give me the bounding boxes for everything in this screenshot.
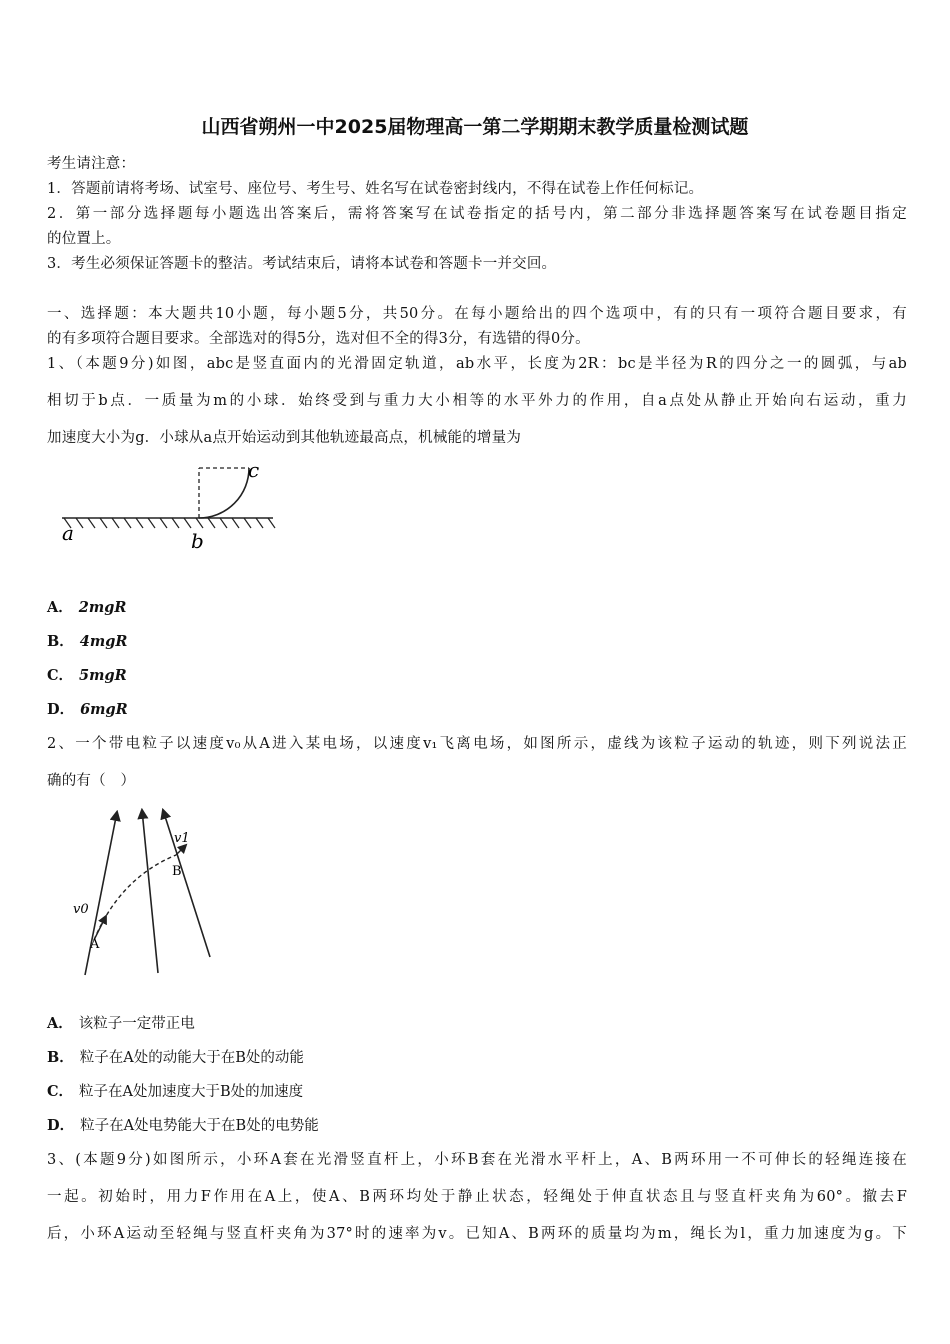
ground-hatching — [64, 518, 275, 528]
option-b[interactable] — [47, 1046, 304, 1067]
label-v0: v0 — [73, 902, 89, 917]
option-value: 粒子在A处加速度大于B处的加速度 — [79, 1084, 304, 1100]
question-1-figure — [40, 455, 290, 555]
label-A: A — [90, 937, 100, 952]
option-b[interactable] — [47, 630, 127, 651]
notice-item: 3．考生必须保证答题卡的整洁。考试结束后，请将本试卷和答题卡一并交回。 — [47, 256, 557, 272]
option-value: 4mgR — [79, 633, 128, 650]
option-label: C． — [47, 1083, 74, 1100]
section-instructions: 的有多项符合题目要求。全部选对的得5分，选对但不全的得3分，有选错的得0分。 — [47, 331, 590, 347]
option-label: A． — [47, 599, 73, 616]
option-label: B． — [47, 633, 74, 650]
option-value: 6mgR — [80, 701, 128, 718]
notice-item: 1．答题前请将考场、试室号、座位号、考生号、姓名写在试卷密封线内，不得在试卷上作任何标记。 — [47, 181, 704, 197]
page-title: 山西省朔州一中2025届物理高一第二学期期末教学质量检测试题 — [201, 116, 749, 138]
option-label: A． — [47, 1015, 73, 1032]
notice-item: 的位置上。 — [47, 231, 121, 247]
question-2-figure — [60, 800, 230, 980]
section-instructions: 一、选择题：本大题共10小题，每小题5分，共50分。在每小题给出的四个选项中，有的只有一项符合题目要求，有 — [47, 306, 907, 322]
question-3-text: 3、(本题9分)如图所示，小环A套在光滑竖直杆上，小环B套在光滑水平杆上，A、B两环用一不可伸长的轻绳连接在 — [47, 1152, 907, 1168]
question-1-text: 1、（本题9分)如图，abc是竖直面内的光滑固定轨道，ab水平，长度为2R：bc是半径为R的四分之一的圆弧，与ab — [47, 356, 907, 372]
label-v1: v1 — [174, 831, 190, 846]
option-label: D． — [47, 1117, 75, 1134]
option-c[interactable] — [47, 664, 127, 685]
arc-track — [199, 468, 249, 518]
option-d[interactable] — [47, 698, 128, 719]
option-c[interactable] — [47, 1080, 303, 1101]
field-line-middle — [142, 810, 158, 973]
question-2-text: 确的有（ ） — [47, 773, 136, 789]
option-a[interactable] — [47, 596, 126, 617]
label-a: a — [62, 521, 74, 545]
option-value: 粒子在A处电势能大于在B处的电势能 — [80, 1118, 319, 1134]
question-1-text: 加速度大小为g．小球从a点开始运动到其他轨迹最高点，机械能的增量为 — [47, 430, 522, 446]
option-value: 5mgR — [79, 667, 127, 684]
option-d[interactable] — [47, 1114, 319, 1135]
question-2-text: 2、一个带电粒子以速度v₀从A进入某电场，以速度v₁飞离电场，如图所示，虚线为该粒子运动的轨迹，则下列说法正 — [47, 736, 907, 752]
question-1-text: 相切于b点．一质量为m的小球．始终受到与重力大小相等的水平外力的作用，自a点处从静止开始向右运动，重力 — [47, 393, 907, 409]
label-b: b — [191, 529, 204, 553]
label-B: B — [172, 864, 182, 879]
option-label: D． — [47, 701, 75, 718]
option-label: C． — [47, 667, 74, 684]
question-3-text: 一起。初始时，用力F作用在A上，使A、B两环均处于静止状态，轻绳处于伸直状态且与竖直杆夹角为60°。撤去F — [47, 1189, 907, 1205]
option-a[interactable] — [47, 1012, 195, 1033]
option-value: 2mgR — [78, 599, 127, 616]
label-c: c — [248, 458, 260, 482]
question-3-text: 后，小环A运动至轻绳与竖直杆夹角为37°时的速率为v。已知A、B两环的质量均为m，绳长为l，重力加速度为g。下 — [47, 1226, 907, 1242]
option-label: B． — [47, 1049, 74, 1066]
option-value: 粒子在A处的动能大于在B处的动能 — [79, 1050, 304, 1066]
notice-item: 2．第一部分选择题每小题选出答案后，需将答案写在试卷指定的括号内，第二部分非选择题答案写在试卷题目指定 — [47, 206, 907, 222]
option-value: 该粒子一定带正电 — [78, 1016, 195, 1032]
velocity-v1-arrow — [176, 845, 186, 855]
notice-heading: 考生请注意： — [47, 156, 136, 172]
